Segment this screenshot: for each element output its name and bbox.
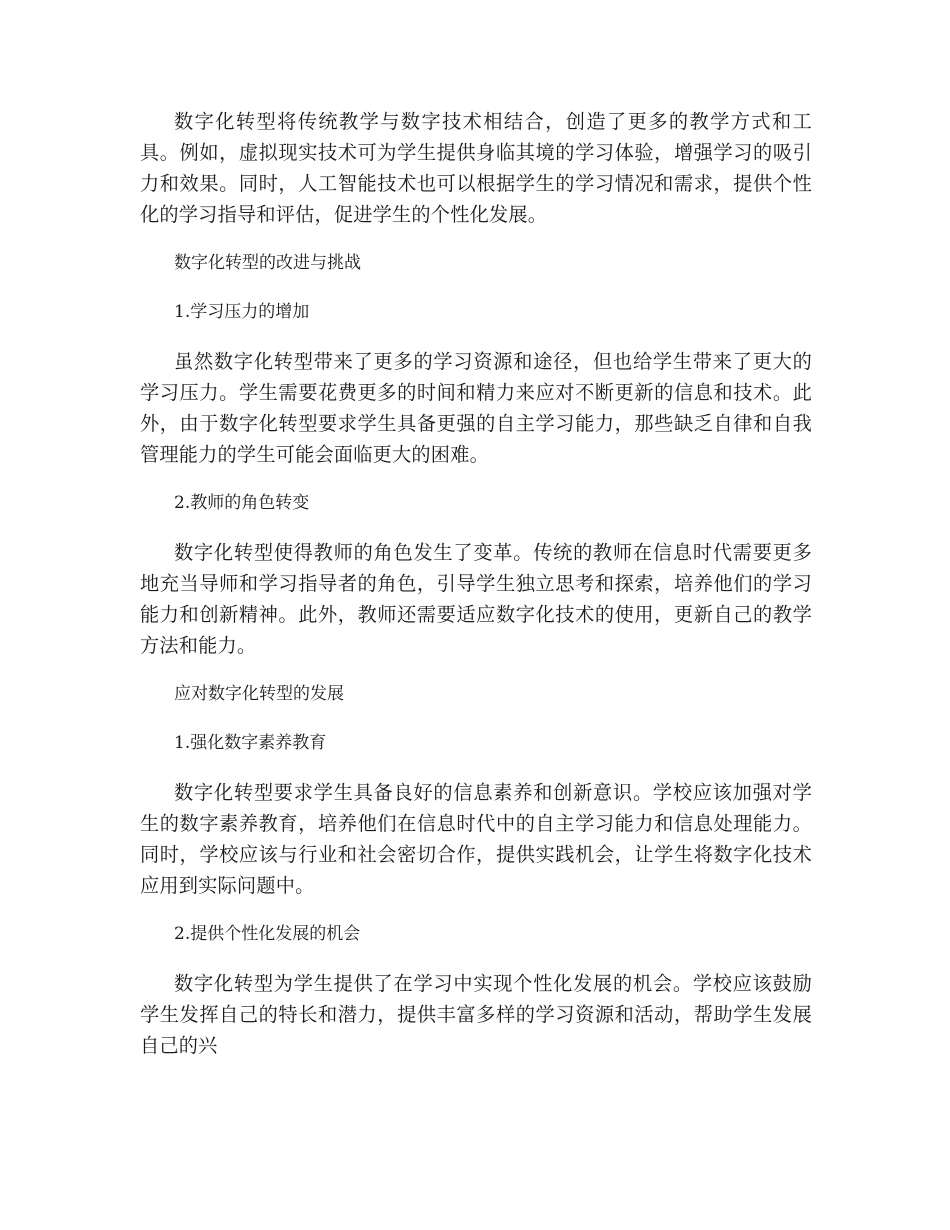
subheading-learning-pressure: 1.学习压力的增加: [174, 302, 310, 322]
subheading-digital-literacy: 1.强化数字素养教育: [174, 733, 327, 753]
paragraph-digital-teaching-intro: 数字化转型将传统教学与数字技术相结合，创造了更多的教学方式和工具。例如，虚拟现实技术可为学生提供身临其境的学习体验，增强学习的吸引力和效果。同时，人工智能技术也可以根据学生的学习情况和需求，提供个性化的学习指导和评估，促进学生的个性化发展。: [140, 110, 812, 226]
paragraph-personalized-development: 数字化转型为学生提供了在学习中实现个性化发展的机会。学校应该鼓励学生发挥自己的特长和潜力，提供丰富多样的学习资源和活动，帮助学生发展自己的兴: [140, 972, 812, 1057]
paragraph-digital-literacy: 数字化转型要求学生具备良好的信息素养和创新意识。学校应该加强对学生的数字素养教育，培养他们在信息时代中的自主学习能力和信息处理能力。同时，学校应该与行业和社会密切合作，提供实践机会，让学生将数字化技术应用到实际问题中。: [140, 781, 812, 897]
subheading-teacher-role: 2.教师的角色转变: [174, 493, 310, 513]
document-body: [140, 106, 812, 1079]
subheading-personalized-development: 2.提供个性化发展的机会: [174, 924, 361, 944]
section-heading-responding: 应对数字化转型的发展: [174, 684, 344, 704]
section-heading-improvements-challenges: 数字化转型的改进与挑战: [174, 253, 361, 273]
paragraph-learning-pressure: 虽然数字化转型带来了更多的学习资源和途径，但也给学生带来了更大的学习压力。学生需要花费更多的时间和精力来应对不断更新的信息和技术。此外，由于数字化转型要求学生具备更强的自主学习能力，那些缺乏自律和自我管理能力的学生可能会面临更大的困难。: [140, 350, 812, 466]
paragraph-teacher-role: 数字化转型使得教师的角色发生了变革。传统的教师在信息时代需要更多地充当导师和学习指导者的角色，引导学生独立思考和探索，培养他们的学习能力和创新精神。此外，教师还需要适应数字化技术的使用，更新自己的教学方法和能力。: [140, 541, 812, 657]
